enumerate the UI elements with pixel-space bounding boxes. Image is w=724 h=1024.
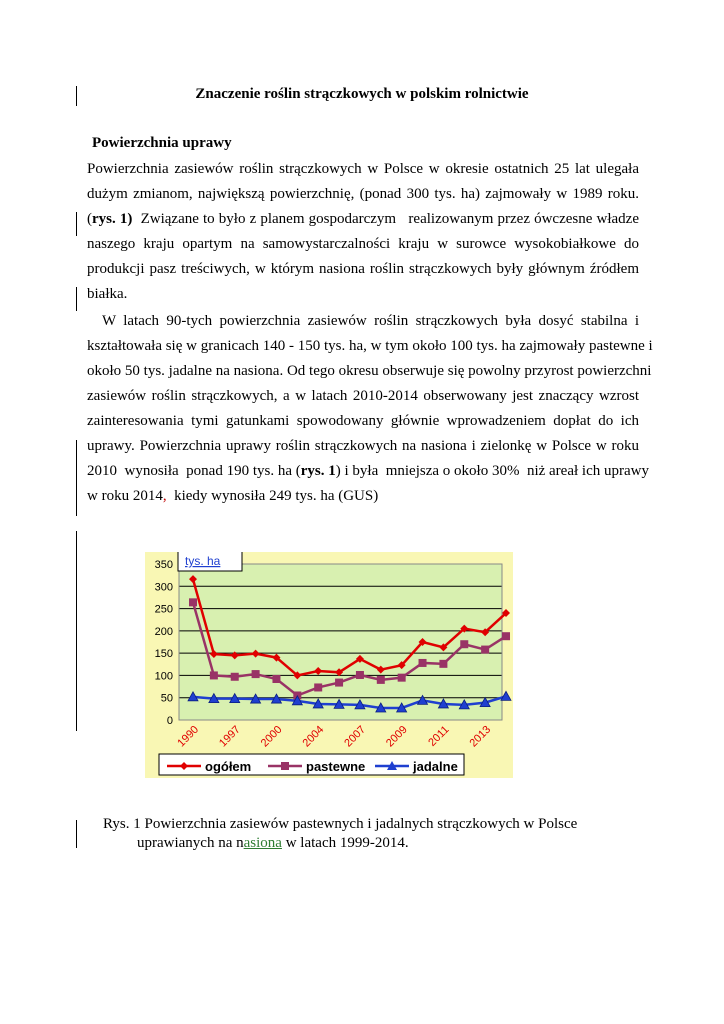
revision-bar-6 <box>76 820 77 848</box>
data-point <box>335 679 343 687</box>
caption-line <box>103 834 577 853</box>
x-tick-label: 2004 <box>300 723 327 750</box>
data-point <box>419 659 427 667</box>
section-heading: Powierzchnia uprawy <box>92 135 232 151</box>
paragraph-line: Powierzchnia zasiewów roślin strączkowych w Polsce w okresie ostatnich 25 lat ulegała <box>87 161 639 177</box>
data-point <box>398 674 406 682</box>
document-title: Znaczenie roślin strączkowych w polskim rolnictwie <box>195 86 529 102</box>
data-point <box>481 646 489 654</box>
data-point <box>314 683 322 691</box>
paragraph-line <box>87 207 639 232</box>
paragraph-1 <box>87 157 639 307</box>
paragraph-line: kształtowała się w granicach 140 - 150 tys. ha, w tym około 100 tys. ha zajmowały pastewne i <box>87 338 653 354</box>
paragraph-line <box>87 484 639 509</box>
y-tick-label: 300 <box>154 581 173 594</box>
paragraph-2 <box>87 309 653 509</box>
data-point <box>189 598 197 606</box>
y-tick-label: 100 <box>154 670 173 683</box>
chart-area <box>145 552 513 778</box>
data-point <box>460 640 468 648</box>
data-point <box>377 676 385 684</box>
figure-caption <box>103 815 577 853</box>
x-tick-label: 2011 <box>426 723 452 749</box>
paragraph-line: białka. <box>87 286 128 302</box>
x-tick-label: 1990 <box>175 723 202 750</box>
tracked-insertion: asiona <box>243 835 282 851</box>
caption-line: Rys. 1 Powierzchnia zasiewów pastewnych i jadalnych strączkowych w Polsce <box>103 816 578 832</box>
data-point <box>252 670 260 678</box>
paragraph-line: naszego kraju opartym na samowystarczalności kraju w surowce wysokobiałkowe do <box>87 236 639 252</box>
figure-reference: rys. 1) <box>92 211 133 227</box>
data-point <box>502 632 510 640</box>
unit-label: tys. ha <box>185 554 221 568</box>
plot-area <box>179 564 502 720</box>
x-tick-label: 1997 <box>217 723 243 750</box>
x-tick-label: 2007 <box>342 723 369 750</box>
paragraph-line <box>87 459 649 484</box>
y-tick-label: 200 <box>154 625 173 638</box>
text-run: Związane to było z planem gospodarczym realizowanym przez ówczesne władze <box>132 211 639 227</box>
tracked-comma: , <box>162 488 167 504</box>
paragraph-line: W latach 90-tych powierzchnia zasiewów roślin strączkowych była dosyć stabilna i <box>102 313 639 329</box>
text-run: ( <box>87 211 92 227</box>
x-tick-label: 2009 <box>383 723 410 750</box>
revision-bar-3 <box>76 287 77 311</box>
revision-bar-5 <box>76 531 77 731</box>
line-chart <box>145 552 513 778</box>
revision-bar-4 <box>76 440 77 516</box>
text-run: w latach 1999-2014. <box>281 835 409 851</box>
paragraph-line: zainteresowania tymi gatunkami spowodowany głównie wprowadzeniem dopłat do ich <box>87 413 639 429</box>
y-tick-label: 50 <box>160 692 173 705</box>
text-run: 2010 wynosiła ponad 190 tys. ha ( <box>87 463 301 479</box>
text-run: ) i była mniejsza o około 30% niż areał ich uprawy <box>335 463 649 479</box>
paragraph-line: zasiewów roślin strączkowych, a w latach 2010-2014 obserwowany jest znaczący wzrost <box>87 388 639 404</box>
paragraph-line: około 50 tys. jadalne na nasiona. Od tego okresu obserwuje się powolny przyrost powierzchni <box>87 363 652 379</box>
data-point <box>439 660 447 668</box>
y-tick-label: 0 <box>166 715 173 727</box>
revision-bar-2 <box>76 212 77 236</box>
figure-reference: rys. 1 <box>300 463 336 479</box>
legend-label: ogółem <box>205 759 252 774</box>
legend-marker <box>281 762 289 770</box>
paragraph-line: dużym zmianom, największą powierzchnię, (ponad 300 tys. ha) zajmowały w 1989 roku. <box>87 186 639 202</box>
data-point <box>356 671 364 679</box>
text-run: uprawianych na n <box>137 835 244 851</box>
legend-label: jadalne <box>413 759 458 774</box>
x-tick-label: 2013 <box>467 723 494 750</box>
text-run: w roku 2014 <box>87 488 163 504</box>
paragraph-line: uprawy. Powierzchnia uprawy roślin strączkowych na nasiona i zielonkę w Polsce w roku <box>87 438 639 454</box>
paragraph-line: produkcji pasz treściwych, w którym nasiona roślin strączkowych były głównym źródłem <box>87 261 639 277</box>
text-run: kiedy wynosiła 249 tys. ha (GUS) <box>166 488 379 504</box>
data-point <box>231 673 239 681</box>
y-tick-label: 350 <box>154 559 173 571</box>
y-tick-label: 250 <box>154 603 173 616</box>
data-point <box>210 671 218 679</box>
x-tick-label: 2000 <box>258 723 285 750</box>
data-point <box>272 675 280 683</box>
legend-label: pastewne <box>306 759 366 774</box>
y-tick-label: 150 <box>154 648 173 661</box>
